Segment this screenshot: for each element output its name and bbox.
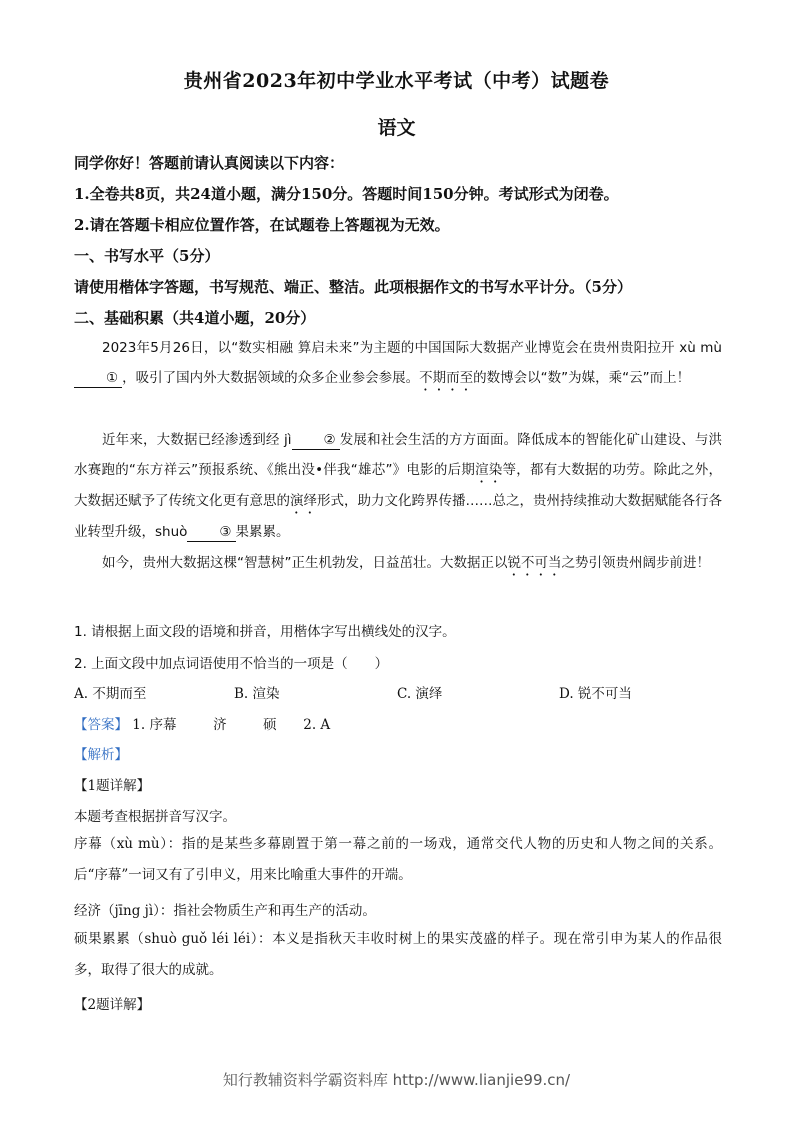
question-1: 1. 请根据上面文段的语境和拼音，用楷体字写出横线处的汉字。 [74, 624, 456, 640]
answer-tag: 【答案】 [74, 717, 128, 733]
section-1-text: 请使用楷体字答题，书写规范、端正、整洁。此项根据作文的书写水平计分。（5分） [74, 278, 632, 296]
dotted-word-1: 不期而至 [419, 370, 474, 386]
answer-1: 1. 序幕 [132, 717, 177, 733]
subject-heading: 语文 [377, 117, 416, 139]
analysis-line-1: 本题考查根据拼音写汉字。 [74, 809, 236, 825]
section-2-heading: 二、基础积累（共4道小题，20分） [74, 309, 316, 327]
passage-paragraph-1: 2023年5月26日，以“数实相融 算启未来”为主题的中国国际大数据产业博览会在贵州贵阳拉开 xù mù① ，吸引了国内外大数据领域的众多企业参会参展。不期而至的数博会以“数”为媒，乘“云”而上！ [74, 333, 722, 394]
page-title: 贵州省2023年初中学业水平考试（中考）试题卷 [183, 70, 610, 92]
option-b: B. 渲染 [234, 686, 280, 702]
option-a: A. 不期而至 [74, 686, 147, 702]
option-d: D. 锐不可当 [559, 686, 632, 702]
blank-2: ② [292, 431, 340, 450]
blank-1: ① [74, 369, 122, 388]
section-1-heading: 一、书写水平（5分） [74, 247, 220, 265]
analysis-line-2: 序幕（xù mù）：指的是某些多幕剧置于第一幕之前的一场戏，通常交代人物的历史和人物之间的关系。后“序幕”一词又有了引申义，用来比喻重大事件的开端。 [74, 836, 722, 883]
option-c: C. 演绎 [397, 686, 443, 702]
analysis-line-4: 硕果累累（shuò guǒ léi léi）：本义是指秋天丰收时树上的果实茂盛的样子。现在常引申为某人的作品很多，取得了很大的成就。 [74, 931, 722, 978]
notice-item-2: 2.请在答题卡相应位置作答，在试题卷上答题视为无效。 [74, 216, 450, 234]
dotted-word-4: 锐不可当 [507, 555, 562, 571]
notice-item-1: 1.全卷共8页，共24道小题，满分150分。答题时间150分钟。考试形式为闭卷。 [74, 185, 619, 203]
analysis-sub-1: 【1题详解】 [74, 778, 151, 794]
answer-2: 济 [213, 717, 227, 733]
analysis-sub-2: 【2题详解】 [74, 997, 151, 1013]
answer-3: 硕 [263, 717, 277, 733]
question-2: 2. 上面文段中加点词语使用不恰当的一项是（ ） [74, 656, 389, 672]
footer-watermark: 知行教辅资料学霸资料库 http://www.lianjie99.cn/ [222, 1071, 571, 1089]
blank-3: ③ [187, 523, 235, 542]
dotted-word-2: 渲染 [475, 462, 503, 478]
notice-greeting: 同学你好！答题前请认真阅读以下内容： [74, 154, 345, 172]
answer-line [74, 713, 330, 733]
answer-4: 2. A [303, 717, 331, 733]
analysis-line-3: 经济（jīng jì）：指社会物质生产和再生产的活动。 [74, 903, 376, 919]
dotted-word-3: 演绎 [290, 493, 317, 509]
passage-paragraph-2: 近年来，大数据已经渗透到经 jì ② 发展和社会生活的方方面面。降低成本的智能化矿山建设、与洪水赛跑的“东方祥云”预报系统、《熊出没•伴我“雄芯”》电影的后期渲染等，都有大数据的功劳。除此之外，大数据还赋予了传统文化更有意思的演绎形式，助力文化跨界传播……总之，贵州持续推动大数据赋能各行各业转型升级，shuò ③ 果累累。 [74, 432, 723, 540]
analysis-tag: 【解析】 [74, 747, 128, 763]
passage-paragraph-3: 如今，贵州大数据这棵“智慧树”正生机勃发，日益茁壮。大数据正以锐不可当之势引领贵州阔步前进！ [102, 555, 710, 571]
